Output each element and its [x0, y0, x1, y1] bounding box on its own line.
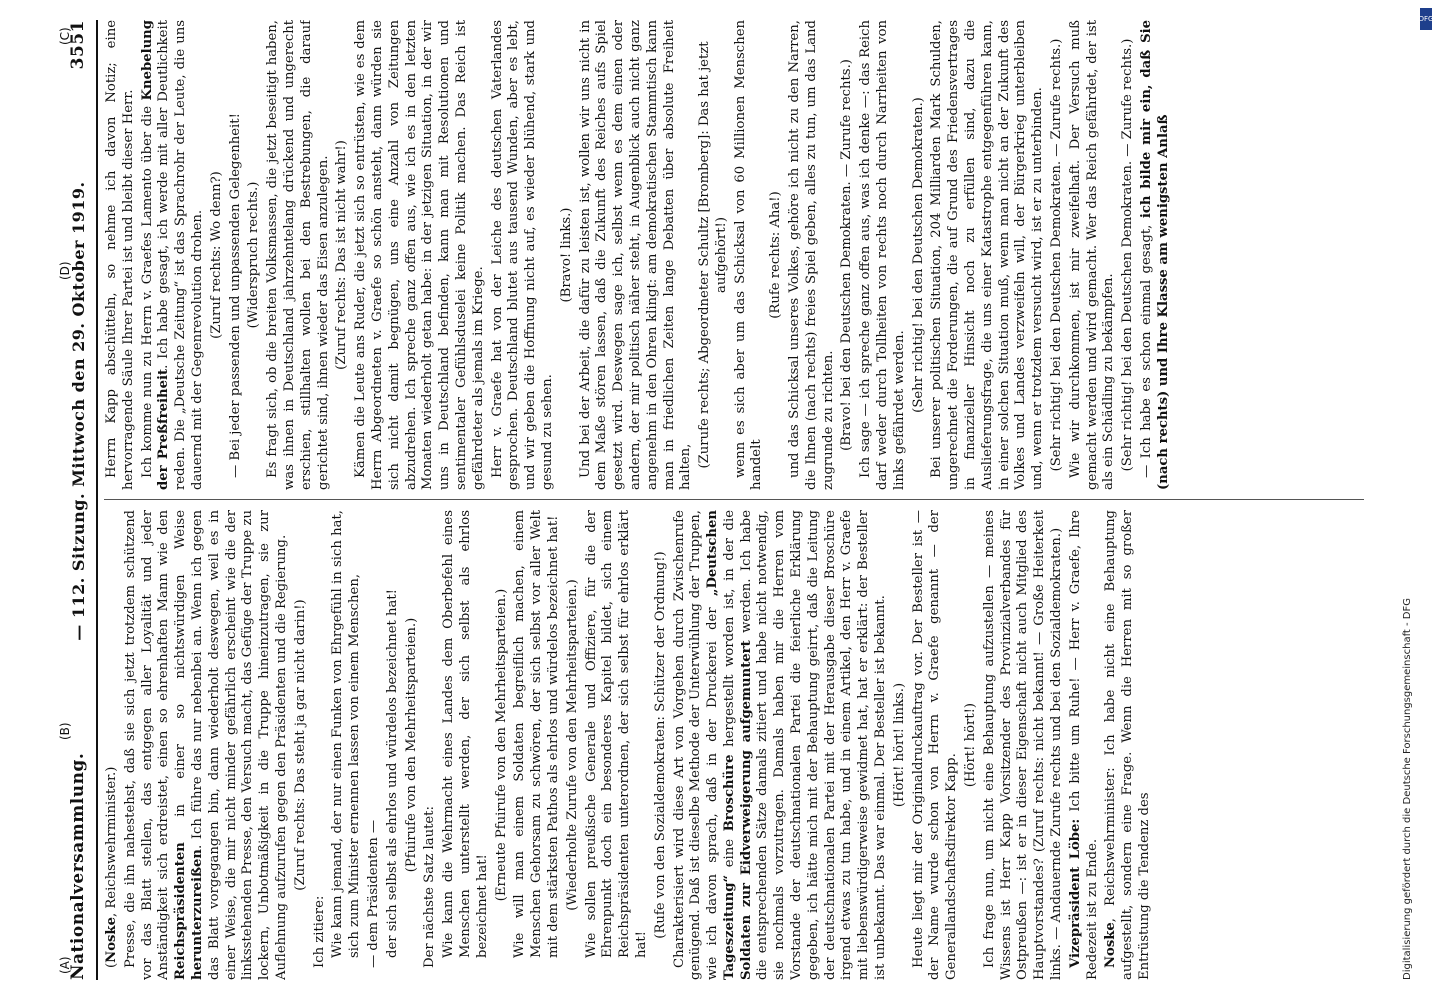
right-column-paragraph: (Rufe rechts: Aha!)	[768, 191, 784, 319]
left-column-paragraph: der sich selbst als ehrlos und würdelos bezeichnet hat!	[384, 589, 400, 958]
left-column-paragraph: — dem Präsidenten —	[365, 819, 381, 968]
right-column-paragraph: — Ich habe es schon einmal gesagt, ich bilde mir ein, daß Sie (nach rechts) und Ihre Klasse am wenigsten Anlaß	[1139, 20, 1171, 490]
right-column-paragraph: Und bei der Arbeit, die dafür zu leisten ist, wollen wir uns nicht in dem Maße stören lassen, daß die Zukunft des Reiches aufs Spiel gesetzt wird. Deswegen sage ich, selbst wenn es dem einen oder andern, der mir politisch näher steht, in Augenblick auch nicht ganz angenehm in den Ohren klingt: am demokratischen Stammtisch kann man in friedlichen Zeiten lange Debatten über absolute Freiheit halten,	[577, 20, 694, 490]
right-column-paragraph: Herr v. Graefe hat von der Leiche des deutschen Vaterlandes gesprochen. Deutschland blutet aus tausend Wunden, aber es lebt, und wir geben die Hoffnung nicht auf, es wieder blühend, stark und gesund zu sehen.	[489, 20, 555, 490]
page-header	[60, 20, 98, 980]
left-column-paragraph: Heute liegt mir der Originaldruckauftrag vor. Der Besteller ist — der Name wurde schon von Herrn v. Graefe genannt — der Generallandschaftsdirektor Kapp.	[910, 510, 960, 980]
right-column-paragraph: (Zurufe rechts; Abgeordneter Schultz [Bromberg]: Das hat jetzt aufgehört!)	[697, 41, 729, 469]
column-divider	[104, 499, 1364, 500]
left-column-paragraph: Presse, die ihn nahestehst, daß sie sich jetzt trotzdem schützend vor das Blatt stellen, das entgegen aller Loyalität und jeder Anständigkeit sich erdreistet, einen so ehrenhaften Mann wie den Reichspräsidenten in einer so nichtswürdigen Weise herunterzureißen. Ich führe das nur nebenbei an. Wenn ich gegen das Blatt vorgegangen bin, dann wiederholt deswegen, weil es in einer Weise, die mir nicht minder gefährlich erscheint wie die der linksstehenden Presse, den Versuch macht, das Gefüge der Truppe zu lockern, Unbotmäßigkeit in die Truppe hineinzutragen, sie zur Auflehnung aufzurufen gegen den Präsidenten und die Regierung.	[122, 510, 289, 980]
right-column-paragraph: (Sehr richtig! bei den Deutschen Demokraten.)	[910, 97, 926, 413]
left-column-paragraph: (Noske, Reichswehrminister.)	[104, 766, 119, 968]
right-column-paragraph: wenn es sich aber um das Schicksal von 60 Millionen Menschen handelt	[732, 20, 765, 490]
header-center: — 112. Sitzung. Mittwoch den 29. Oktober 1919.	[68, 181, 88, 641]
right-column-paragraph: Ich komme nun zu Herrn v. Graefes Lamento über die Knebelung der Preßfreiheit. Ich habe gesagt, ich werde mit aller Deutlichkeit reden. Die „Deutsche Zeitung“ ist das Sprachrohr der Leute, die uns dauernd mit der Gegenrevolution drohen.	[139, 20, 205, 490]
right-column-paragraph: Kämen die Leute ans Ruder, die jetzt sich so entrüsten, wie es dem Herrn Abgeordneten v. Graefe so schön ansteht, dann würden sie sich nicht damit begnügen, uns eine Anzahl von Zeitungen abzudrehen. Ich spreche ganz offen aus, wie ich es in den letzten Monaten wiederholt getan habe: in der jetzigen Situation, in der wir uns in Deutschland befinden, kann man mit Resolutionen und sentimentaler Gefühlsduselei keine Politik machen. Das Reich ist gefährdeter als jemals im Kriege.	[353, 20, 486, 490]
left-column-paragraph: Der nächste Satz lautet:	[422, 806, 438, 968]
header-left: Nationalversammlung.	[68, 752, 88, 980]
left-column	[104, 510, 1374, 980]
right-column-paragraph: und das Schicksal unseres Volkes, gehöre ich nicht zu den Narren, die Ihnen (nach rechts) freies Spiel geben, alles zu tun, um das Land zugrunde zu richten.	[787, 20, 836, 490]
right-column-paragraph: Es fragt sich, ob die breiten Volksmassen, die jetzt beseitigt haben, was ihnen in Deutschland jahrzehntelang drückend und ungerecht erschien, stillhalten wollen bei den Bestrebungen, die darauf gerichtet sind, ihnen wieder das Eisen anzulegen.	[265, 20, 331, 490]
left-column-paragraph: Ich zitiere:	[311, 895, 327, 968]
margin-marker-b: (B)	[58, 722, 72, 740]
left-column-paragraph: Wie kann die Wehrmacht eines Landes dem Oberbefehl eines Menschen unterstellt werden, der sich selbst als ehrlos bezeichnet hat!	[441, 510, 490, 958]
right-column-paragraph: — Bei jeder passenden und unpassenden Gelegenheit!	[227, 113, 243, 478]
digitization-note-text: Digitalisierung gefördert durch die Deutsche Forschungsgemeinschaft - DFG	[1402, 597, 1413, 980]
right-column-paragraph: Wie wir durchkommen, ist mir zweifelhaft. Der Versuch muß gemacht werden und wird gemacht. Wer das Reich gefährdet, der ist als ein Schädling zu bekämpfen.	[1067, 20, 1117, 490]
right-column-paragraph: (Bravo! bei den Deutschen Demokraten. — Zurufe rechts.)	[839, 59, 855, 451]
right-column-paragraph: (Zuruf rechts: Wo denn?)	[208, 171, 224, 339]
left-column-paragraph: (Wiederholte Zurufe von den Mehrheitsparteien.)	[564, 579, 580, 911]
dfg-logo-text: DFG	[1418, 15, 1434, 23]
right-column-paragraph: Ich sage — ich spreche ganz offen aus, was ich denke —: das Reich darf weder durch Tollheiten von rechts noch durch Narrheiten von links gefährdet werden.	[858, 20, 907, 490]
right-column-paragraph: (Zuruf rechts: Das ist nicht wahr!)	[334, 140, 350, 370]
rotated-content	[60, 20, 1370, 980]
left-column-paragraph: Ich frage nun, um nicht eine Behauptung aufzustellen — meines Wissens ist Herr Kapp Vorsitzender des Provinzialverbandes für Ostpreußen —: ist er in dieser Eigenschaft nicht auch Mitglied des Hauptvorstandes? (Zuruf rechts: nicht bekannt! — Große Heiterkeit links. — Andauernde Zurufe rechts und bei den Sozialdemokraten.)	[981, 510, 1065, 980]
left-column-paragraph: (Rufe von den Sozialdemokraten: Schützer der Ordnung!)	[652, 551, 668, 939]
left-column-paragraph: (Pfuirufe von den Mehrheitsparteien.)	[403, 617, 419, 873]
left-column-paragraph: Vizepräsident Löbe: Ich bitte um Ruhe! — Herr v. Graefe, Ihre Redezeit ist zu Ende.	[1067, 510, 1100, 980]
right-column-paragraph: (Bravo! links.)	[558, 207, 574, 303]
left-column-paragraph: Wie kann jemand, der nur einen Funken von Ehrgefühl in sich hat, sich zum Minister ernennen lassen von einem Menschen,	[330, 510, 363, 958]
margin-marker-a: (A)	[58, 956, 72, 974]
left-column-paragraph: Charakterisiert wird diese Art von Vorgehen durch Zwischenrufe genügend. Daß ist dieselbe Methode der Unterwühlung der Truppen, wie ich davon sprach, daß in der Druckerei der „Deutschen Tageszeitung“ eine Broschüre hergestellt worden ist, in der die Soldaten zur Eidverweigerung aufgemuntert werden. Ich habe die entsprechenden Sätze damals zitiert und habe nicht notwendig, sie nochmals vorzutragen. Damals haben mir die Herren vom Vorstande der deutschnationalen Partei die feierliche Erklärung gegeben, ich hätte mich mit der Behauptung geirrt, daß die Leitung der deutschnationalen Partei mit der Herausgabe dieser Broschüre irgend etwas zu tun habe, und in einem Artikel, den Herr v. Graefe mit liebenswürdigerweise gewidmet hat, hat er erklärt: der Besteller ist unbekannt. Das war einmal. Der Besteller ist bekannt.	[671, 510, 889, 980]
right-column-paragraph: (Sehr richtig! bei den Deutschen Demokraten. — Zurufe rechts.)	[1049, 38, 1065, 472]
left-column-paragraph: Wie will man einem Soldaten begreiflich machen, einem Menschen Gehorsam zu schwören, der sich selbst vor aller Welt mit dem stärksten Pathos als ehrlos und würdelos bezeichnet hat!	[512, 510, 561, 958]
right-column-paragraph: (Widerspruch rechts.)	[246, 181, 262, 329]
right-column-paragraph: Herrn Kapp abschütteln, so nehme ich davon Notiz; eine hervorragende Säule Ihrer Partei ist und bleibt dieser Herr.	[104, 20, 136, 490]
dfg-logo	[1420, 8, 1432, 30]
right-column-paragraph: Bei unserer politischen Situation, 204 Milliarden Mark Schulden, ungerechnet die Forderungen, die auf Grund des Friedensvertrages in finanzieller Hinsicht noch zu erfüllen sind, dazu die Auslieferungsfrage, die uns einer Katastrophe entgegenführen kann, in einer solchen Situation muß, wenn man nicht an der Zukunft des Volkes und Landes verzweifeln will, der Bürgerkrieg unterbleiben und, wenn er trotzdem versucht wird, ist er zu unterbinden.	[929, 20, 1046, 490]
left-column-paragraph: Noske, Reichswehrminister: Ich habe nicht eine Behauptung aufgestellt, sondern eine Frage. Wenn die Herren mit so großer Entrüstung die Tendenz des	[1103, 510, 1153, 980]
right-column-paragraph: (Sehr richtig! bei den Deutschen Demokraten. — Zurufe rechts.)	[1120, 38, 1136, 472]
margin-marker-d: (D)	[58, 261, 72, 280]
left-column-paragraph: (Zuruf rechts: Das steht ja gar nicht darin!)	[292, 599, 308, 891]
left-column-paragraph: (Hört! hört!)	[963, 702, 979, 788]
digitization-note	[1402, 20, 1420, 980]
left-column-paragraph: Wie sollen preußische Generale und Offiziere, für die der Ehrenpunkt doch ein besonderes Kapitel bildet, sich einem Reichspräsidenten unterordnen, der sich selbst für ehrlos erklärt hat!	[583, 510, 649, 958]
left-column-paragraph: (Hört! hört! links.)	[891, 682, 907, 808]
left-column-paragraph: (Erneute Pfuirufe von den Mehrheitsparteien.)	[493, 588, 509, 902]
page-number: 3551	[68, 20, 88, 70]
right-column	[104, 20, 1374, 490]
margin-marker-c: (C)	[58, 27, 72, 45]
